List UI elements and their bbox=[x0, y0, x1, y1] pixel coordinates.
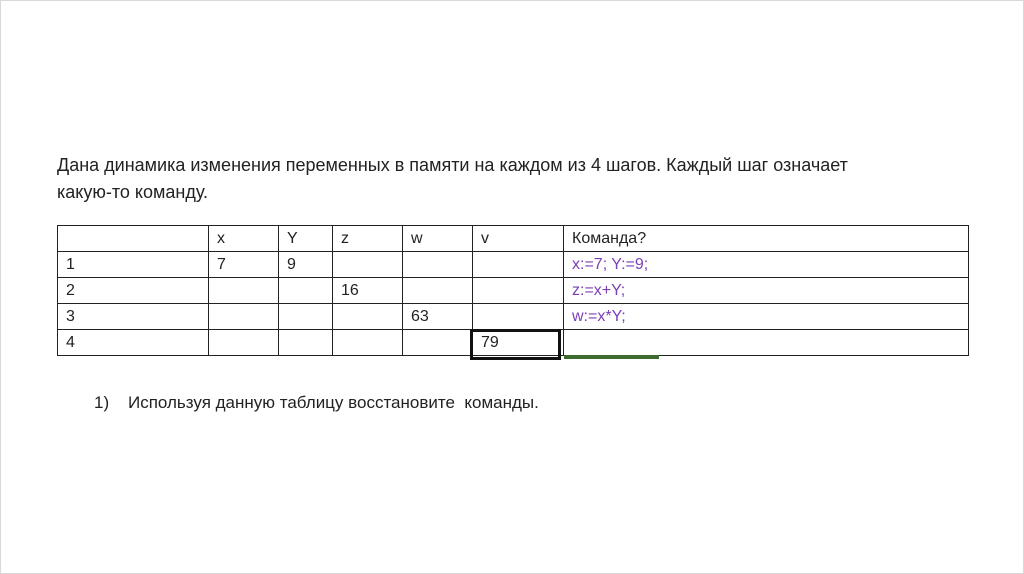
cell-command: w:=x*Y; bbox=[564, 304, 969, 330]
cell-v: 79 bbox=[473, 330, 564, 356]
cell-x: 7 bbox=[209, 252, 279, 278]
cell-step: 2 bbox=[58, 278, 209, 304]
variables-table bbox=[57, 225, 969, 356]
cell-w bbox=[403, 330, 473, 356]
header-v: v bbox=[473, 226, 564, 252]
cell-v bbox=[473, 252, 564, 278]
table-header-row bbox=[58, 226, 969, 252]
cell-command bbox=[564, 330, 969, 356]
cell-step: 4 bbox=[58, 330, 209, 356]
question bbox=[94, 393, 539, 413]
question-number: 1) bbox=[94, 393, 110, 412]
cell-x bbox=[209, 330, 279, 356]
cell-command: z:=x+Y; bbox=[564, 278, 969, 304]
cell-z bbox=[333, 304, 403, 330]
cell-x bbox=[209, 278, 279, 304]
cell-command: x:=7; Y:=9; bbox=[564, 252, 969, 278]
cell-w bbox=[403, 278, 473, 304]
header-z: z bbox=[333, 226, 403, 252]
cell-w: 63 bbox=[403, 304, 473, 330]
cell-v bbox=[473, 278, 564, 304]
intro-text bbox=[57, 152, 957, 206]
underline-mark bbox=[564, 355, 659, 359]
intro-line-1: Дана динамика изменения переменных в памяти на каждом из 4 шагов. Каждый шаг означает bbox=[57, 155, 848, 175]
header-command: Команда? bbox=[564, 226, 969, 252]
cell-y: 9 bbox=[279, 252, 333, 278]
cell-x bbox=[209, 304, 279, 330]
table-row bbox=[58, 304, 969, 330]
cell-step: 1 bbox=[58, 252, 209, 278]
header-x: x bbox=[209, 226, 279, 252]
table-row bbox=[58, 278, 969, 304]
cell-z: 16 bbox=[333, 278, 403, 304]
question-text: Используя данную таблицу восстановите команды. bbox=[128, 393, 539, 412]
cell-step: 3 bbox=[58, 304, 209, 330]
table-row bbox=[58, 252, 969, 278]
cell-y bbox=[279, 330, 333, 356]
cell-z bbox=[333, 330, 403, 356]
table-row bbox=[58, 330, 969, 356]
header-step bbox=[58, 226, 209, 252]
header-w: w bbox=[403, 226, 473, 252]
cell-v bbox=[473, 304, 564, 330]
cell-y bbox=[279, 304, 333, 330]
cell-y bbox=[279, 278, 333, 304]
cell-w bbox=[403, 252, 473, 278]
header-y: Y bbox=[279, 226, 333, 252]
intro-line-2: какую-то команду. bbox=[57, 182, 209, 202]
cell-z bbox=[333, 252, 403, 278]
